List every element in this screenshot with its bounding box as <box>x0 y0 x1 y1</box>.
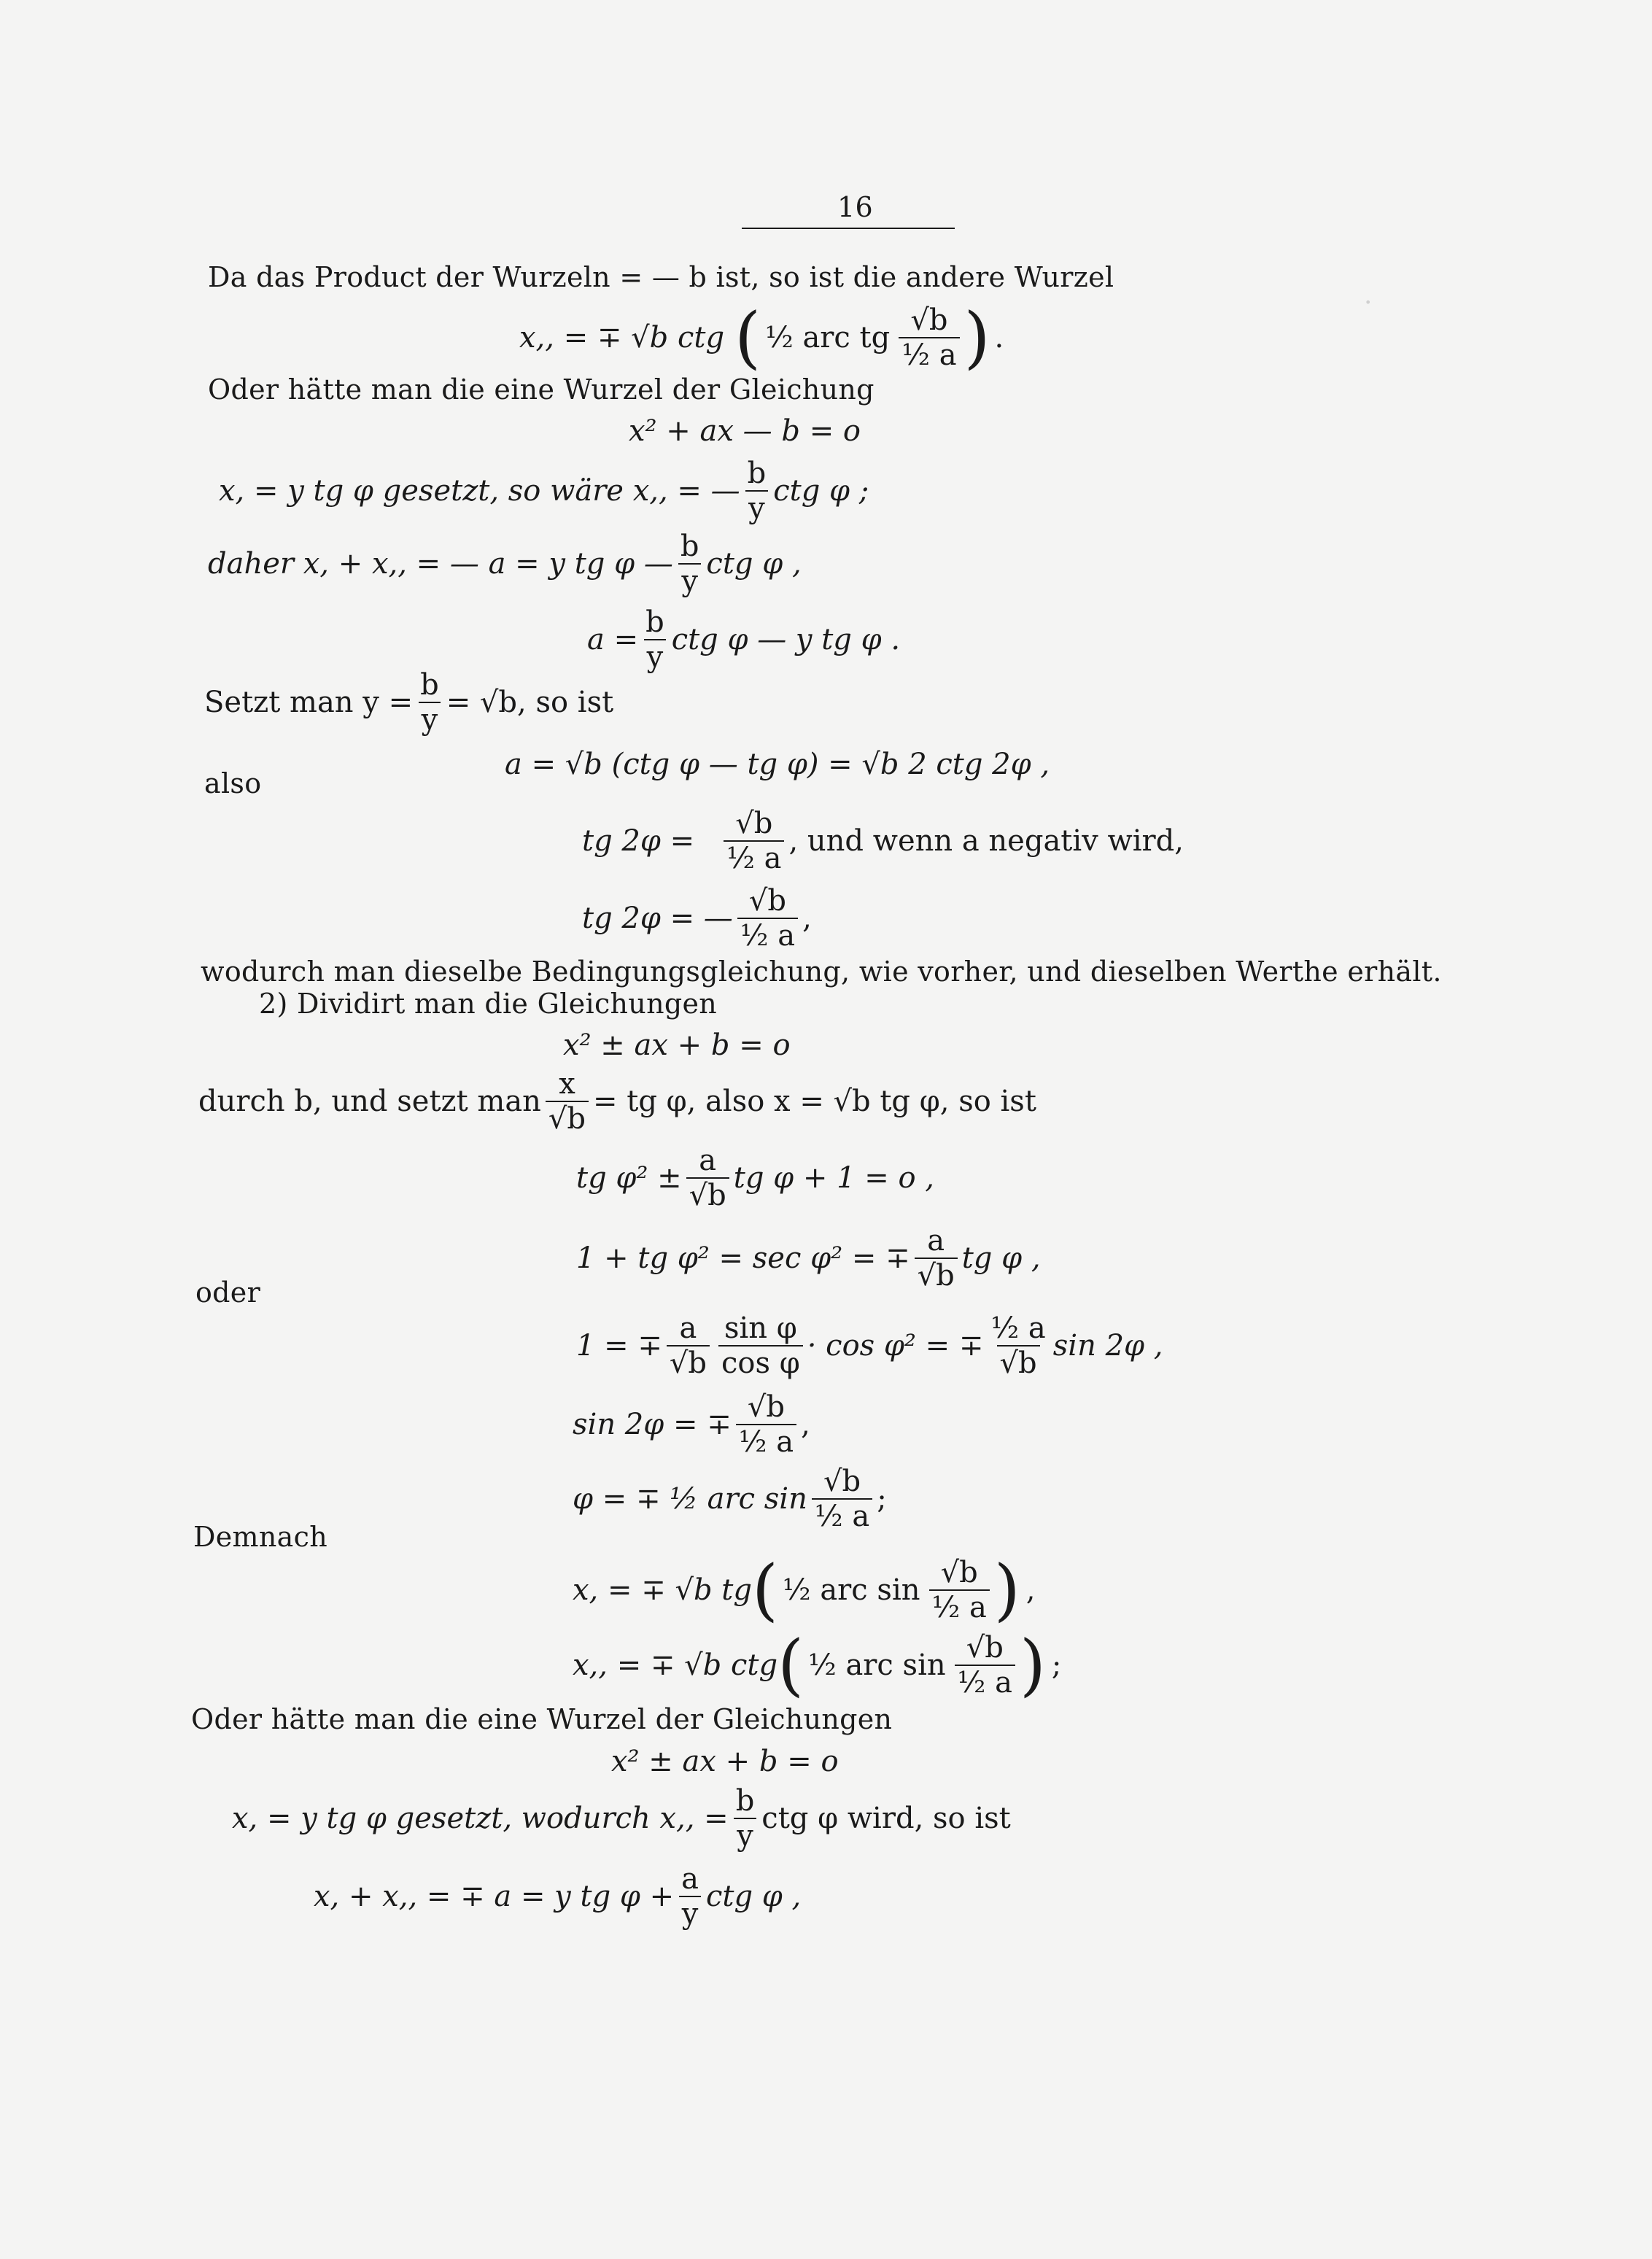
text-line: 2) Dividirt man die Gleichungen <box>259 988 718 1020</box>
equation-part: ctg φ ; <box>773 474 869 508</box>
equation-text: x² ± ax + b = o <box>563 1028 791 1062</box>
text-line: Da das Product der Wurzeln = — b ist, so ist die andere Wurzel <box>208 261 1114 293</box>
fraction-denominator: √b <box>915 1258 958 1291</box>
equation: x,, = ∓ √b ctg ( ½ arc tg $\frac{√b}{\text{½ a}}$ ) . <box>519 298 1004 377</box>
equation <box>573 1466 887 1532</box>
fraction-numerator: a <box>927 1224 945 1258</box>
fraction-numerator: √b <box>910 303 948 337</box>
fraction-denominator: ½ a <box>724 840 784 874</box>
equation <box>582 808 1184 874</box>
equation-part: sin 2φ , <box>1052 1329 1163 1363</box>
header-rule <box>742 228 955 229</box>
fraction-denominator: ½ a <box>737 918 798 951</box>
equation-part: a = <box>587 623 639 656</box>
equation-part: Setzt man y = <box>204 686 414 719</box>
equation <box>573 1392 810 1457</box>
fraction-numerator: √b <box>966 1631 1004 1665</box>
equation-part: ctg φ , <box>705 1880 802 1913</box>
fraction-denominator: ½ a <box>955 1665 1015 1698</box>
equation-part: tg φ + 1 = o , <box>733 1161 935 1195</box>
equation-part: x, = ∓ √b tg <box>573 1573 752 1607</box>
equation: x, = ∓ √b tg ( ½ arc sin $\frac{√b}{\text{½ a}}$ ) , <box>573 1551 1036 1630</box>
fraction-denominator: y <box>678 563 701 597</box>
equation-part: durch b, und setzt man <box>198 1085 541 1118</box>
equation-part: ctg φ — y tg φ . <box>671 623 901 656</box>
equation-part: x, = y tg φ gesetzt, wodurch x,, = <box>232 1802 729 1835</box>
fraction-numerator: a <box>679 1311 697 1345</box>
equation-part: 1 = ∓ <box>576 1329 662 1363</box>
equation-part: ctg φ , <box>706 547 802 581</box>
text-line: wodurch man dieselbe Bedingungsgleichung, wie vorher, und dieselben Werthe erhält. <box>201 956 1442 988</box>
equation-part: x,, = ∓ √b ctg <box>573 1648 778 1682</box>
equation-part: tg 2φ = — <box>582 902 733 935</box>
fraction-numerator: √b <box>748 884 787 918</box>
equation <box>563 1028 791 1062</box>
equation-part: ctg φ wird, so ist <box>761 1802 1011 1835</box>
equation <box>611 1745 839 1778</box>
equation-part: , <box>801 1408 810 1441</box>
equation-part: φ = ∓ ½ arc sin <box>573 1482 807 1516</box>
fraction-numerator: √b <box>747 1390 785 1424</box>
fraction-numerator: ½ a <box>990 1311 1046 1345</box>
text-line: oder <box>195 1276 261 1309</box>
fraction-denominator: √b <box>997 1345 1040 1379</box>
equation <box>587 607 900 673</box>
fraction-denominator: ½ a <box>736 1424 796 1457</box>
equation <box>198 1069 1036 1134</box>
fraction-denominator: y <box>679 1896 702 1929</box>
text-line: also <box>204 767 262 799</box>
fraction-denominator: ½ a <box>899 337 959 371</box>
equation <box>576 1145 934 1211</box>
fraction-denominator: √b <box>686 1177 729 1211</box>
equation-text: a = √b (ctg φ — tg φ) = √b 2 ctg 2φ , <box>505 748 1050 781</box>
equation-part: ½ arc tg <box>764 321 891 354</box>
fraction-denominator: ½ a <box>812 1498 872 1532</box>
fraction-denominator: cos φ <box>718 1345 803 1379</box>
equation-text: x² ± ax + b = o <box>611 1745 839 1778</box>
equation-part: x, = y tg φ gesetzt, so wäre x,, = — <box>219 474 740 508</box>
equation-part: = √b, so ist <box>446 686 614 719</box>
page-number: 16 <box>837 191 873 223</box>
text-line: Oder hätte man die eine Wurzel der Gleichungen <box>191 1703 893 1735</box>
equation <box>505 748 1050 781</box>
equation-part: ½ arc sin <box>807 1648 946 1682</box>
fraction-numerator: b <box>645 605 664 639</box>
fraction-numerator: √b <box>823 1465 861 1498</box>
fraction-numerator: sin φ <box>724 1311 797 1345</box>
fraction-numerator: a <box>681 1862 699 1896</box>
fraction-denominator: y <box>419 702 441 735</box>
equation <box>314 1864 801 1929</box>
equation <box>576 1225 1041 1291</box>
equation: x,, = ∓ √b ctg ( ½ arc sin $\frac{√b}{\text{½ a}}$ ) ; <box>573 1626 1062 1705</box>
equation-text: x² + ax — b = o <box>629 414 861 448</box>
equation-part: = tg φ, also x = √b tg φ, so ist <box>593 1085 1036 1118</box>
equation-part: sin 2φ = ∓ <box>573 1408 732 1441</box>
equation <box>208 531 802 597</box>
text-line: Demnach <box>193 1521 327 1553</box>
fraction-numerator: √b <box>735 807 773 840</box>
equation-part: · cos φ² = ∓ <box>807 1329 984 1363</box>
fraction-denominator: ½ a <box>929 1589 990 1623</box>
fraction-numerator: x <box>559 1067 575 1101</box>
equation-part: ½ arc sin <box>782 1573 920 1607</box>
equation-part: x, + x,, = ∓ a = y tg φ + <box>314 1880 675 1913</box>
equation-part: , <box>802 902 812 935</box>
fraction-denominator: √b <box>546 1101 589 1134</box>
equation-part: daher x, + x,, = — a = y tg φ — <box>208 547 673 581</box>
bleed-through-text: · <box>1364 288 1373 318</box>
equation-part: , und wenn a negativ wird, <box>788 824 1184 858</box>
text-line: Oder hätte man die eine Wurzel der Gleichung <box>208 373 875 406</box>
equation-part: ; <box>877 1482 887 1516</box>
equation <box>576 1313 1163 1379</box>
fraction-denominator: y <box>734 1818 756 1851</box>
fraction-denominator: y <box>644 639 667 673</box>
equation <box>204 670 613 735</box>
fraction-denominator: y <box>745 490 768 524</box>
fraction-numerator: b <box>420 668 439 702</box>
equation-lhs: x,, = ∓ √b ctg <box>519 321 725 354</box>
equation <box>219 458 869 524</box>
equation-part: tg φ , <box>961 1241 1041 1275</box>
fraction-denominator: √b <box>667 1345 710 1379</box>
equation-part: ; <box>1051 1648 1062 1682</box>
fraction-numerator: b <box>680 530 699 563</box>
fraction-numerator: b <box>735 1784 755 1818</box>
fraction-numerator: √b <box>940 1556 978 1589</box>
equation-part: tg 2φ = <box>582 824 695 858</box>
fraction-numerator: a <box>699 1144 717 1177</box>
equation <box>629 414 861 448</box>
equation-part: 1 + tg φ² = sec φ² = ∓ <box>576 1241 910 1275</box>
equation <box>232 1786 1011 1851</box>
equation-part: , <box>1025 1573 1036 1607</box>
equation-part: tg φ² ± <box>576 1161 682 1195</box>
equation <box>582 886 812 951</box>
fraction-numerator: b <box>747 457 767 490</box>
